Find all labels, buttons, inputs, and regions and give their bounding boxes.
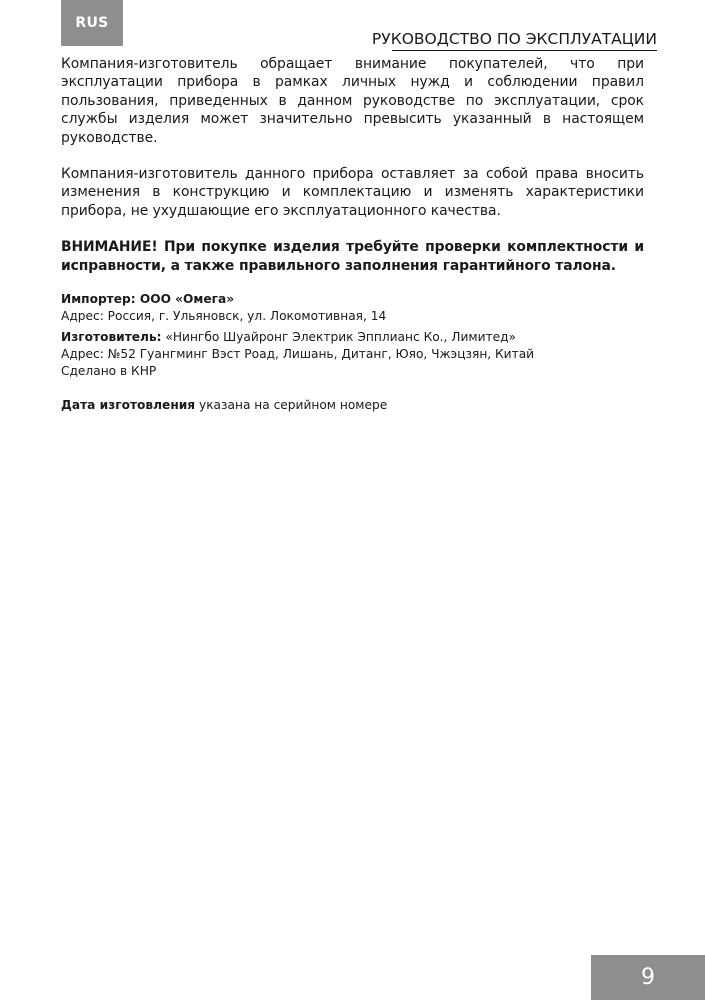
language-tab: RUS [61, 0, 123, 46]
manufacturer-name: «Нингбо Шуайронг Электрик Эпплианс Ко., Лимитед» [161, 330, 516, 345]
page-content [61, 55, 644, 426]
manufacturer-address: Адрес: №52 Гуангминг Вэст Роад, Лишань, Дитанг, Юяо, Чжэцзян, Китай [61, 347, 535, 362]
purchase-warning: ВНИМАНИЕ! При покупке изделия требуйте проверки комплектности и исправности, а также правильного заполнения гарантийного талона. [61, 239, 644, 275]
manufacturer-label: Изготовитель: [61, 330, 162, 345]
importer-manufacturer-info [61, 291, 644, 380]
page-number: 9 [591, 955, 705, 1000]
manufacture-date-note [61, 397, 644, 414]
manufacture-date-text: указана на серийном номере [195, 398, 388, 413]
modification-rights-paragraph: Компания-изготовитель данного прибора оставляет за собой права вносить изменения в конструкцию и комплектацию и изменять характеристики прибора, не ухудшающие его эксплуатационного качества. [61, 166, 644, 219]
service-life-paragraph: Компания-изготовитель обращает внимание покупателей, что при эксплуатации прибора в рамках личных нужд и соблюдении правил пользования, приведенных в данном руководстве по эксплуатации, срок службы изделия может значительно превысить указанный в настоящем руководстве. [61, 56, 644, 146]
manufacture-date-label: Дата изготовления [61, 398, 196, 413]
page-header-title: РУКОВОДСТВО ПО ЭКСПЛУАТАЦИИ [371, 30, 657, 48]
country-of-origin: Сделано в КНР [61, 364, 157, 379]
importer-label: Импортер: ООО «Омега» [61, 292, 235, 307]
importer-address: Адрес: Россия, г. Ульяновск, ул. Локомотивная, 14 [61, 309, 387, 324]
header-rule [392, 50, 657, 51]
